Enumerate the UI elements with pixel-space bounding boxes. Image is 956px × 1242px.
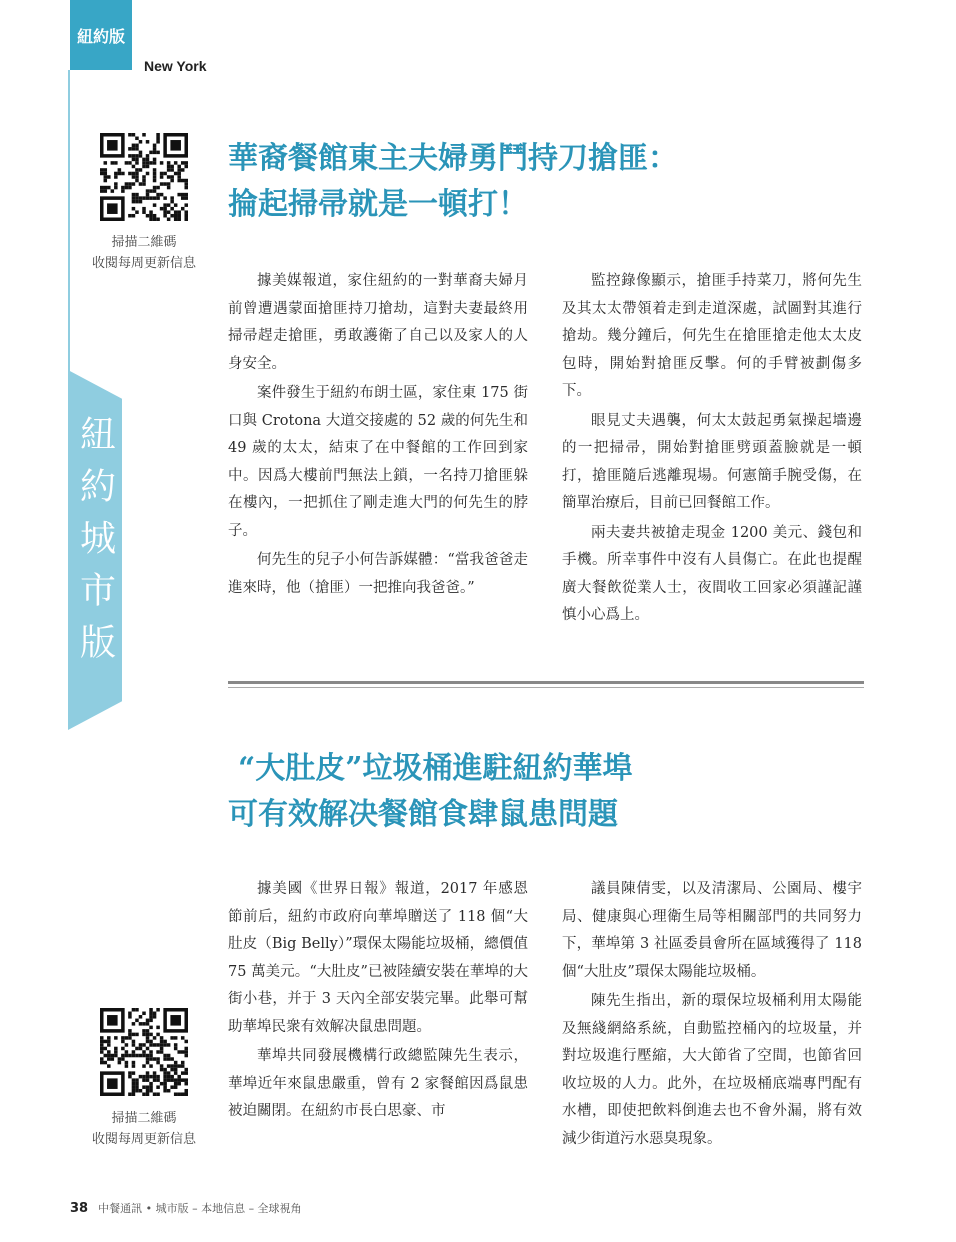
qr-caption-line1: 掃描二維碼 (111, 235, 177, 250)
edition-label: 紐約版 (70, 0, 132, 70)
page-footer (70, 1200, 302, 1216)
article1-paragraph: 眼見丈夫遇襲，何太太鼓起勇氣操起墻邊的一把掃帚，開始對搶匪劈頭蓋臉就是一頓打，搶匪隨后逃離現場。何憲簡手腕受傷，在簡單治療后，目前已回餐館工作。 (562, 412, 862, 511)
article2-headline-line2: 可有效解决餐館食肆鼠患問題 (228, 797, 618, 832)
article2-paragraph: 據美國《世界日報》報道，2017 年感恩節前后，紐約市政府向華埠贈送了 118 個“大肚皮（Big Belly）”環保太陽能垃圾桶，總價值 75 萬美元。“大肚皮”已被陸續安裝在華埠的大街小巷，并于 3 天內全部安裝完畢。此舉可幫助華埠民衆有效解决鼠患問題。 (228, 881, 528, 1035)
section-divider (228, 681, 864, 684)
article2-headline-line1: “大肚皮”垃圾桶進駐紐約華埠 (238, 751, 633, 786)
article2-paragraph: 議員陳倩雯，以及清潔局、公園局、樓宇局、健康與心理衛生局等相關部門的共同努力下，華埠第 3 社區委員會所在區域獲得了 118 個“大肚皮”環保太陽能垃圾桶。 (562, 881, 862, 980)
article1-column-1 (228, 268, 528, 604)
article1-paragraph: 兩夫妻共被搶走現金 1200 美元、錢包和手機。所幸事件中沒有人員傷亡。在此也提醒廣大餐飲從業人士，夜間收工回家必須謹記謹慎小心爲上。 (562, 524, 862, 623)
qr-code-icon (100, 1008, 188, 1096)
article1-headline (228, 136, 678, 228)
article1-headline-line2: 掄起掃帚就是一頓打！ (228, 187, 528, 222)
article1-column-2 (562, 268, 862, 632)
article1-paragraph: 何先生的兒子小何告訴媒體：“當我爸爸走進來時，他（搶匪）一把推向我爸爸。” (228, 552, 528, 596)
side-banner-text: 紐約城市版 (74, 415, 116, 675)
page-number: 38 (70, 1201, 89, 1216)
qr-code-icon (100, 133, 188, 221)
article2-paragraph: 華埠共同發展機構行政總監陳先生表示，華埠近年來鼠患嚴重，曾有 2 家餐館因爲鼠患被迫關閉。在紐約市長白思豪、市 (228, 1048, 528, 1119)
section-divider-thin (228, 687, 864, 688)
qr-caption-line2: 收閱每周更新信息 (91, 256, 196, 271)
article1-headline-line1: 華裔餐館東主夫婦勇鬥持刀搶匪： (228, 141, 678, 176)
qr-caption (64, 232, 224, 274)
qr-caption-line1: 掃描二維碼 (111, 1111, 177, 1126)
qr-caption (64, 1108, 224, 1150)
article2-headline (228, 746, 633, 838)
article2-paragraph: 陳先生指出，新的環保垃圾桶利用太陽能及無綫網絡系統，自動監控桶內的垃圾量，并對垃圾進行壓縮，大大節省了空間，也節省回收垃圾的人力。此外，在垃圾桶底端專門配有水槽，即使把飲料倒進去也不會外漏，將有效減少街道污水惡臭現象。 (562, 993, 862, 1147)
qr-caption-line2: 收閱每周更新信息 (91, 1132, 196, 1147)
edition-english: New York (144, 58, 207, 74)
footer-text: 中餐通訊 • 城市版 – 本地信息 – 全球視角 (98, 1202, 302, 1215)
article1-paragraph: 監控錄像顯示，搶匪手持菜刀，將何先生及其太太帶領着走到走道深處，試圖對其進行搶劫。幾分鐘后，何先生在搶匪搶走他太太皮包時，開始對搶匪反擊。何的手臂被劃傷多下。 (562, 273, 862, 399)
article1-paragraph: 據美媒報道，家住紐約的一對華裔夫婦月前曾遭遇蒙面搶匪持刀搶劫，這對夫妻最終用掃帚趕走搶匪，勇敢護衛了自己以及家人的人身安全。 (228, 273, 528, 372)
article2-column-2 (562, 876, 862, 1155)
article2-column-1 (228, 876, 528, 1128)
article1-paragraph: 案件發生于紐約布朗士區，家住東 175 街口與 Crotona 大道交接處的 52 歲的何先生和 49 歲的太太，結束了在中餐館的工作回到家中。因爲大樓前門無法上鎖，一名持刀搶匪躲在樓內，一把抓住了剛走進大門的何先生的脖子。 (228, 385, 528, 539)
